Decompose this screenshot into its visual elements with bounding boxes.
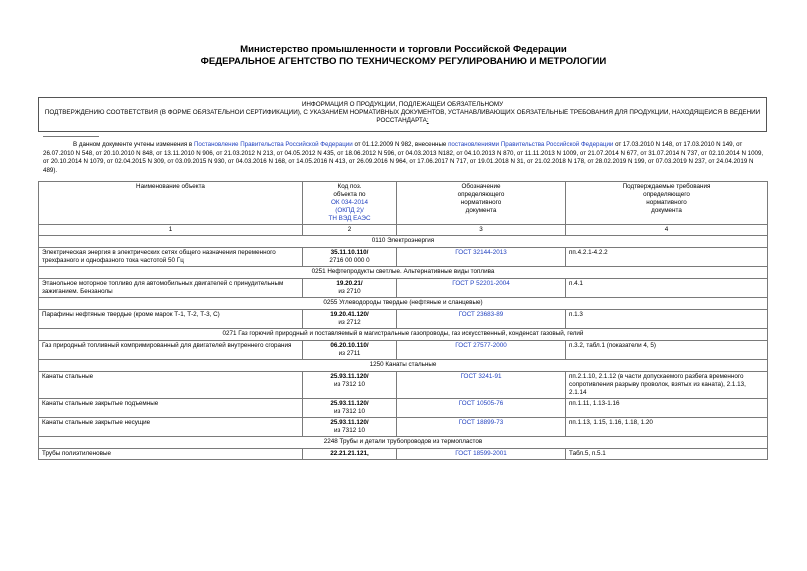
object-name: Этанольное моторное топливо для автомобильных двигателей с принудительным зажиганием. Бензанолы bbox=[39, 279, 303, 298]
object-name: Канаты стальные bbox=[39, 372, 303, 399]
section-row bbox=[39, 360, 768, 372]
requirements: п.1.3 bbox=[566, 310, 768, 329]
section-row bbox=[39, 298, 768, 310]
okpd2-code: 06.20.10.110/ bbox=[330, 342, 369, 349]
header-name: Наименование объекта bbox=[39, 182, 303, 225]
note-text-1: В данном документе учтены изменения в bbox=[73, 141, 194, 148]
products-table bbox=[38, 181, 768, 460]
okpd-link[interactable]: ОК 034-2014 bbox=[331, 199, 368, 206]
object-name: Канаты стальные закрытые несущие bbox=[39, 418, 303, 437]
section-row bbox=[39, 329, 768, 341]
column-number: 3 bbox=[397, 225, 566, 236]
table-row bbox=[39, 418, 768, 437]
tnved-code: из 7312 10 bbox=[334, 408, 365, 415]
table-row bbox=[39, 399, 768, 418]
object-code bbox=[303, 248, 397, 267]
table-row bbox=[39, 310, 768, 329]
okpd2-code: 19.20.21/ bbox=[336, 280, 363, 287]
requirements: пп.1.11, 1.13-1.16 bbox=[566, 399, 768, 418]
header-requirements: Подтверждаемые требования определяющего нормативного документа bbox=[566, 182, 768, 225]
tnved-code: из 7312 10 bbox=[334, 427, 365, 434]
document-cell bbox=[397, 449, 566, 460]
requirements: пп.2.1.10, 2.1.12 (в части допускаемого разбега временного сопротивления разрыву проволок, взятых из каната), 2.1.13, 2.1.14 bbox=[566, 372, 768, 399]
document-cell bbox=[397, 341, 566, 360]
decrees-link[interactable]: постановлениями Правительства Российской Федерации bbox=[448, 141, 614, 148]
standard-link[interactable]: ГОСТ Р 52201-2004 bbox=[452, 280, 510, 287]
header-code: Код поз. объекта по ОК 034-2014 (ОКПД 2)/ ТН ВЭД ЕАЭС bbox=[303, 182, 397, 225]
document-cell bbox=[397, 248, 566, 267]
document-cell bbox=[397, 310, 566, 329]
standard-link[interactable]: ГОСТ 3241-91 bbox=[460, 373, 502, 380]
object-name: Трубы полиэтиленовые bbox=[39, 449, 303, 460]
requirements: пп.1.13, 1.15, 1.16, 1.18, 1.20 bbox=[566, 418, 768, 437]
object-name: Канаты стальные закрытые подъемные bbox=[39, 399, 303, 418]
table-row bbox=[39, 248, 768, 267]
tnved-code: из 2711 bbox=[338, 350, 361, 357]
requirements: пп.4.2.1-4.2.2 bbox=[566, 248, 768, 267]
standard-link[interactable]: ГОСТ 32144-2013 bbox=[455, 249, 507, 256]
info-line-1: ИНФОРМАЦИЯ О ПРОДУКЦИИ, ПОДЛЕЖАЩЕЙ ОБЯЗАТЕЛЬНОМУ bbox=[301, 101, 504, 108]
ministry-title: Министерство промышленности и торговли Российской Федерации bbox=[240, 44, 567, 55]
note-text-2: от 01.12.2009 N 982, внесенные bbox=[352, 141, 449, 148]
tnved-code: из 7312 10 bbox=[334, 381, 365, 388]
section-title: 0271 Газ горючий природный и поставляемый в магистральные газопроводы, газ искусственный, конденсат газовый, гелий bbox=[39, 329, 768, 341]
tnved-code: из 2712 bbox=[338, 319, 361, 326]
okpd2-code: 19.20.41.120/ bbox=[330, 311, 369, 318]
object-code bbox=[303, 279, 397, 298]
object-code bbox=[303, 341, 397, 360]
object-code bbox=[303, 399, 397, 418]
table-row bbox=[39, 279, 768, 298]
amendments-note bbox=[43, 141, 766, 175]
requirements: п.3.2, табл.1 (показатели 4, 5) bbox=[566, 341, 768, 360]
section-row bbox=[39, 236, 768, 248]
object-code bbox=[303, 418, 397, 437]
document-cell bbox=[397, 418, 566, 437]
document-cell bbox=[397, 279, 566, 298]
decree-link[interactable]: Постановление Правительства Российской Федерации bbox=[193, 141, 353, 148]
column-number: 4 bbox=[566, 225, 768, 236]
info-box bbox=[38, 97, 767, 132]
okpd2-code: 25.93.11.120/ bbox=[330, 419, 369, 426]
object-code bbox=[303, 372, 397, 399]
agency-title: ФЕДЕРАЛЬНОЕ АГЕНТСТВО ПО ТЕХНИЧЕСКОМУ РЕГУЛИРОВАНИЮ И МЕТРОЛОГИИ bbox=[200, 56, 607, 67]
document-cell bbox=[397, 399, 566, 418]
standard-link[interactable]: ГОСТ 18899-73 bbox=[458, 419, 504, 426]
object-name: Парафины нефтяные твердые (кроме марок Т-1, Т-2, Т-3, С) bbox=[39, 310, 303, 329]
section-title: 0251 Нефтепродукты светлые. Альтернативные виды топлива bbox=[39, 267, 768, 279]
column-numbers-row bbox=[39, 225, 768, 236]
standard-link[interactable]: ГОСТ 10505-76 bbox=[458, 400, 504, 407]
table-row bbox=[39, 341, 768, 360]
okpd2-code: 22.21.21.121, bbox=[330, 450, 369, 457]
table-row bbox=[39, 372, 768, 399]
object-code bbox=[303, 310, 397, 329]
section-row bbox=[39, 437, 768, 449]
okpd2-code: 25.93.11.120/ bbox=[330, 400, 369, 407]
standard-link[interactable]: ГОСТ 18599-2001 bbox=[455, 450, 507, 457]
section-title: 2248 Трубы и детали трубопроводов из термопластов bbox=[39, 437, 768, 449]
object-name: Электрическая энергия в электрических сетях общего назначения переменного трехфазного и однофазного тока частотой 50 Гц bbox=[39, 248, 303, 267]
header-document: Обозначение определяющего нормативного документа bbox=[397, 182, 566, 225]
section-title: 1250 Канаты стальные bbox=[39, 360, 768, 372]
table-body bbox=[39, 236, 768, 460]
tnved-code: из 2710 bbox=[338, 288, 361, 295]
okpd2-code: 25.93.11.120/ bbox=[330, 373, 369, 380]
section-row bbox=[39, 267, 768, 279]
tnved-code: 2716 00 000 0 bbox=[329, 257, 370, 264]
standard-link[interactable]: ГОСТ 27577-2000 bbox=[455, 342, 507, 349]
column-number: 2 bbox=[303, 225, 397, 236]
section-title: 0110 Электроэнергия bbox=[39, 236, 768, 248]
column-number: 1 bbox=[39, 225, 303, 236]
tnved-link[interactable]: ТН ВЭД ЕАЭС bbox=[328, 215, 371, 222]
document-cell bbox=[397, 372, 566, 399]
table-header-row bbox=[39, 182, 768, 225]
requirements: п.4.1 bbox=[566, 279, 768, 298]
okpd2-code: 35.11.10.110/ bbox=[330, 249, 369, 256]
section-title: 0255 Углеводороды твердые (нефтяные и сланцевые) bbox=[39, 298, 768, 310]
note-text-3: от 17.03.2010 N 148, от 17.03.2010 N 149, от 26.07.2010 N 548, от 20.10.2010 N 848, от 13.11.2010 N 906, от 21.03.2012 N 213, от 04.05.2012 N 435, от 18.06.2012 N 596, от 04.03.2013 N182, от 04.10.2013 N 870, от 11.11.2013 N 1009, от 21.07.2014 N 677, от 31.07.2014 N 737, от 02.10.2014 N 1009, от 20.10.2014 N 1079, от 02.04.2015 N 309, от 03.09.2015 N 930, от 04.03.2016 N 168, от 14.05.2016 N 413, от 26.09.2016 N 964, от 17.06.2017 N 717, от 19.01.2018 N 31, от 21.02.2018 N 178, от 28.02.2019 N 199, от 07.03.2019 N 237, от 24.04.2019 N 489). bbox=[43, 141, 764, 174]
object-code bbox=[303, 449, 397, 460]
okpd2-link[interactable]: (ОКПД 2)/ bbox=[335, 207, 364, 214]
object-name: Газ природный топливный компримированный для двигателей внутреннего сгорания bbox=[39, 341, 303, 360]
info-line-3: РОССТАНДАРТА: bbox=[376, 117, 429, 124]
standard-link[interactable]: ГОСТ 23683-89 bbox=[458, 311, 504, 318]
info-line-2: ПОДТВЕРЖДЕНИЮ СООТВЕТСТВИЯ (В ФОРМЕ ОБЯЗАТЕЛЬНОЙ СЕРТИФИКАЦИИ), С УКАЗАНИЕМ НОРМАТИВНЫХ ДОКУМЕНТОВ, УСТАНАВЛИВАЮЩИХ ОБЯЗАТЕЛЬНЫЕ ТРЕБОВАНИЯ ДЛЯ ПРОДУКЦИИ, НАХОДЯЩЕЙСЯ В ВЕДЕНИИ bbox=[44, 109, 761, 116]
table-row bbox=[39, 449, 768, 460]
requirements: Табл.5, п.5.1 bbox=[566, 449, 768, 460]
divider bbox=[43, 136, 99, 137]
